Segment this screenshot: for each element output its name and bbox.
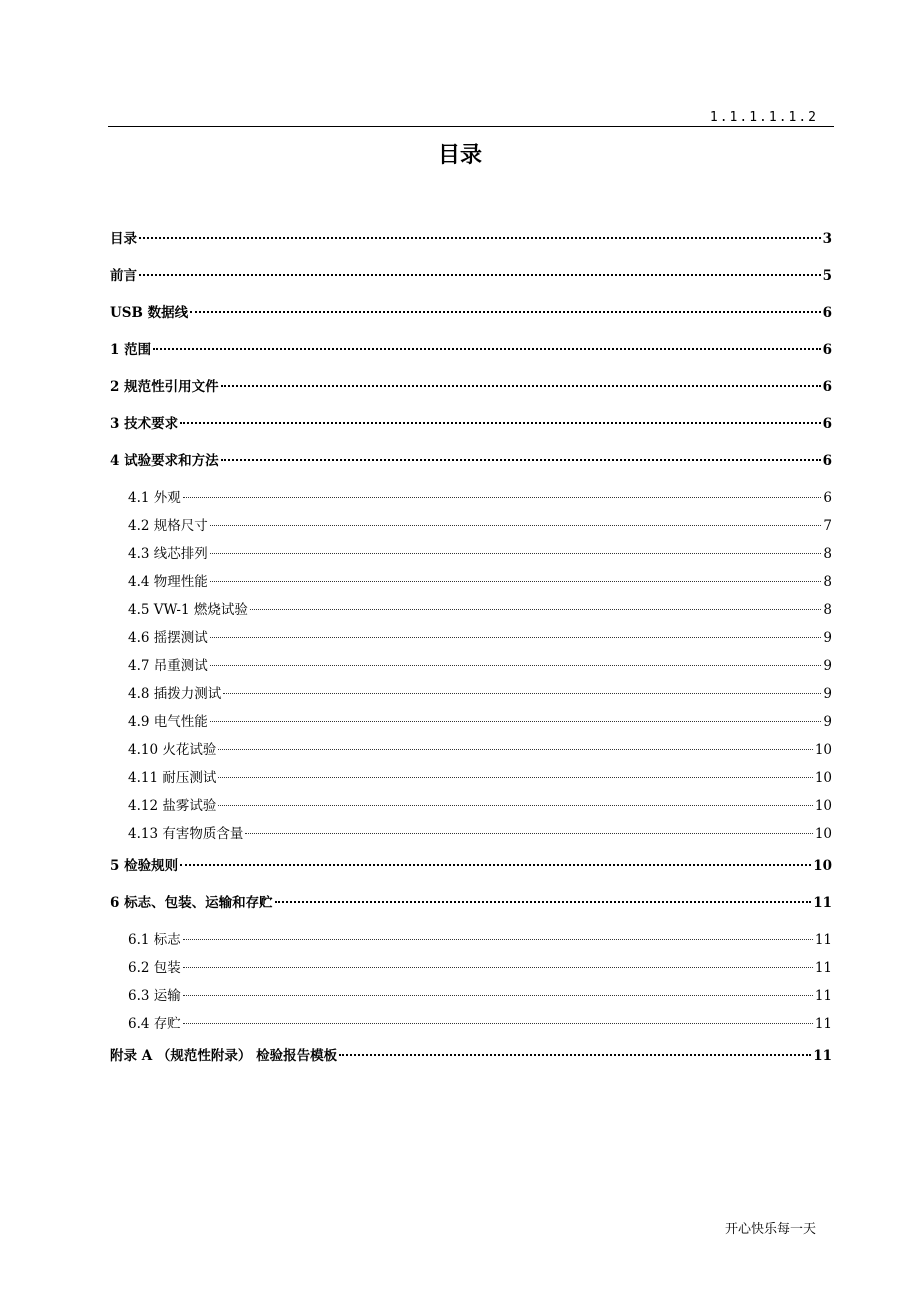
header-number: 1.1.1.1.1.2 <box>709 110 818 125</box>
toc-dot-leader <box>223 693 821 694</box>
toc-entry[interactable] <box>110 890 832 927</box>
toc-entry[interactable] <box>110 737 832 765</box>
toc-entry-page: 11 <box>814 932 832 948</box>
toc-entry-page: 10 <box>813 858 832 874</box>
toc-entry-title: 6.4 存贮 <box>128 1016 181 1032</box>
toc-dot-leader <box>250 609 822 610</box>
toc-entry[interactable] <box>110 853 832 890</box>
toc-dot-leader <box>139 237 821 239</box>
toc-entry[interactable] <box>110 1011 832 1039</box>
toc-dot-leader <box>210 525 822 526</box>
toc-entry-title: 前言 <box>110 268 137 284</box>
toc-entry[interactable] <box>110 765 832 793</box>
toc-dot-leader <box>218 749 812 750</box>
toc-dot-leader <box>183 967 813 968</box>
toc-entry-page: 11 <box>814 988 832 1004</box>
toc-entry[interactable] <box>110 569 832 597</box>
toc-entry-title: 目录 <box>110 231 137 247</box>
toc-entry[interactable] <box>110 411 832 448</box>
toc-entry-title: 4.2 规格尺寸 <box>128 518 208 534</box>
toc-dot-leader <box>153 348 821 350</box>
toc-dot-leader <box>221 385 821 387</box>
toc-dot-leader <box>339 1054 811 1056</box>
toc-entry-title: 4.1 外观 <box>128 490 181 506</box>
toc-entry-title: 2 规范性引用文件 <box>110 379 219 395</box>
toc-entry-title: 4.9 电气性能 <box>128 714 208 730</box>
toc-entry-page: 6 <box>822 453 832 469</box>
page-title: 目录 <box>437 143 482 168</box>
toc-entry-title: USB 数据线 <box>110 305 189 321</box>
toc-entry-page: 5 <box>822 268 832 284</box>
toc-entry-page: 6 <box>822 342 832 358</box>
toc-entry-page: 9 <box>823 686 832 702</box>
toc-dot-leader <box>183 939 813 940</box>
toc-entry-page: 8 <box>823 546 832 562</box>
toc-entry-page: 7 <box>823 518 832 534</box>
toc-dot-leader <box>210 665 822 666</box>
toc-dot-leader <box>139 274 821 276</box>
toc-dot-leader <box>183 497 822 498</box>
toc-entry[interactable] <box>110 821 832 849</box>
toc-entry-title: 6.2 包装 <box>128 960 181 976</box>
toc-entry-page: 6 <box>822 416 832 432</box>
toc-entry[interactable] <box>110 793 832 821</box>
toc-entry-title: 4.11 耐压测试 <box>128 770 217 786</box>
toc-entry[interactable] <box>110 1043 832 1080</box>
toc-dot-leader <box>183 1023 813 1024</box>
toc-entry-title: 附录 A （规范性附录） 检验报告模板 <box>110 1048 338 1064</box>
toc-dot-leader <box>218 777 812 778</box>
toc-entry-title: 4.4 物理性能 <box>128 574 208 590</box>
toc-entry-title: 6.3 运输 <box>128 988 181 1004</box>
toc-entry-page: 10 <box>814 798 832 814</box>
toc-entry-page: 6 <box>823 490 832 506</box>
toc-entry[interactable] <box>110 513 832 541</box>
toc-entry-title: 5 检验规则 <box>110 858 179 874</box>
toc-entry[interactable] <box>110 300 832 337</box>
toc-entry-page: 11 <box>814 1016 832 1032</box>
toc-dot-leader <box>221 459 821 461</box>
toc-entry-page: 8 <box>823 602 832 618</box>
toc-entry-title: 6 标志、包装、运输和存贮 <box>110 895 273 911</box>
header-rule <box>108 126 834 127</box>
toc-entry[interactable] <box>110 485 832 513</box>
toc-dot-leader <box>210 721 822 722</box>
toc-entry[interactable] <box>110 653 832 681</box>
toc-entry-title: 4.3 线芯排列 <box>128 546 208 562</box>
toc-entry-page: 9 <box>823 630 832 646</box>
toc-entry[interactable] <box>110 597 832 625</box>
toc-dot-leader <box>210 553 822 554</box>
toc-entry-page: 6 <box>822 379 832 395</box>
toc-entry-page: 9 <box>823 658 832 674</box>
toc-entry-page: 11 <box>814 960 832 976</box>
toc-entry[interactable] <box>110 541 832 569</box>
toc-entry-title: 1 范围 <box>110 342 152 358</box>
toc-dot-leader <box>218 805 812 806</box>
toc-dot-leader <box>180 864 811 866</box>
toc-entry-page: 10 <box>814 770 832 786</box>
toc-entry[interactable] <box>110 681 832 709</box>
footer-text: 开心快乐每一天 <box>724 1222 816 1237</box>
toc-dot-leader <box>210 637 822 638</box>
toc-entry-title: 4.5 VW-1 燃烧试验 <box>128 602 248 618</box>
toc-entry-title: 4.6 摇摆测试 <box>128 630 208 646</box>
toc-entry-page: 10 <box>814 826 832 842</box>
toc-entry[interactable] <box>110 709 832 737</box>
toc-entry-title: 4.10 火花试验 <box>128 742 217 758</box>
toc-entry-page: 6 <box>822 305 832 321</box>
toc-entry-title: 4.8 插拨力测试 <box>128 686 222 702</box>
table-of-contents <box>110 226 832 1080</box>
toc-entry[interactable] <box>110 955 832 983</box>
toc-dot-leader <box>245 833 812 834</box>
toc-entry[interactable] <box>110 983 832 1011</box>
toc-entry-page: 9 <box>823 714 832 730</box>
toc-entry-page: 10 <box>814 742 832 758</box>
toc-entry-page: 8 <box>823 574 832 590</box>
toc-entry-title: 6.1 标志 <box>128 932 181 948</box>
toc-entry-title: 4 试验要求和方法 <box>110 453 219 469</box>
toc-entry[interactable] <box>110 625 832 653</box>
toc-entry[interactable] <box>110 927 832 955</box>
toc-entry[interactable] <box>110 337 832 374</box>
toc-entry[interactable] <box>110 263 832 300</box>
toc-dot-leader <box>190 311 820 313</box>
toc-entry[interactable] <box>110 226 832 263</box>
toc-dot-leader <box>275 901 812 903</box>
toc-dot-leader <box>210 581 822 582</box>
toc-entry-title: 4.13 有害物质含量 <box>128 826 244 842</box>
toc-entry-title: 3 技术要求 <box>110 416 179 432</box>
toc-dot-leader <box>180 422 821 424</box>
toc-entry[interactable] <box>110 448 832 485</box>
toc-dot-leader <box>183 995 813 996</box>
toc-entry-title: 4.12 盐雾试验 <box>128 798 217 814</box>
toc-entry[interactable] <box>110 374 832 411</box>
toc-entry-page: 11 <box>813 895 832 911</box>
toc-entry-page: 11 <box>813 1048 832 1064</box>
toc-entry-title: 4.7 吊重测试 <box>128 658 208 674</box>
toc-entry-page: 3 <box>822 231 832 247</box>
